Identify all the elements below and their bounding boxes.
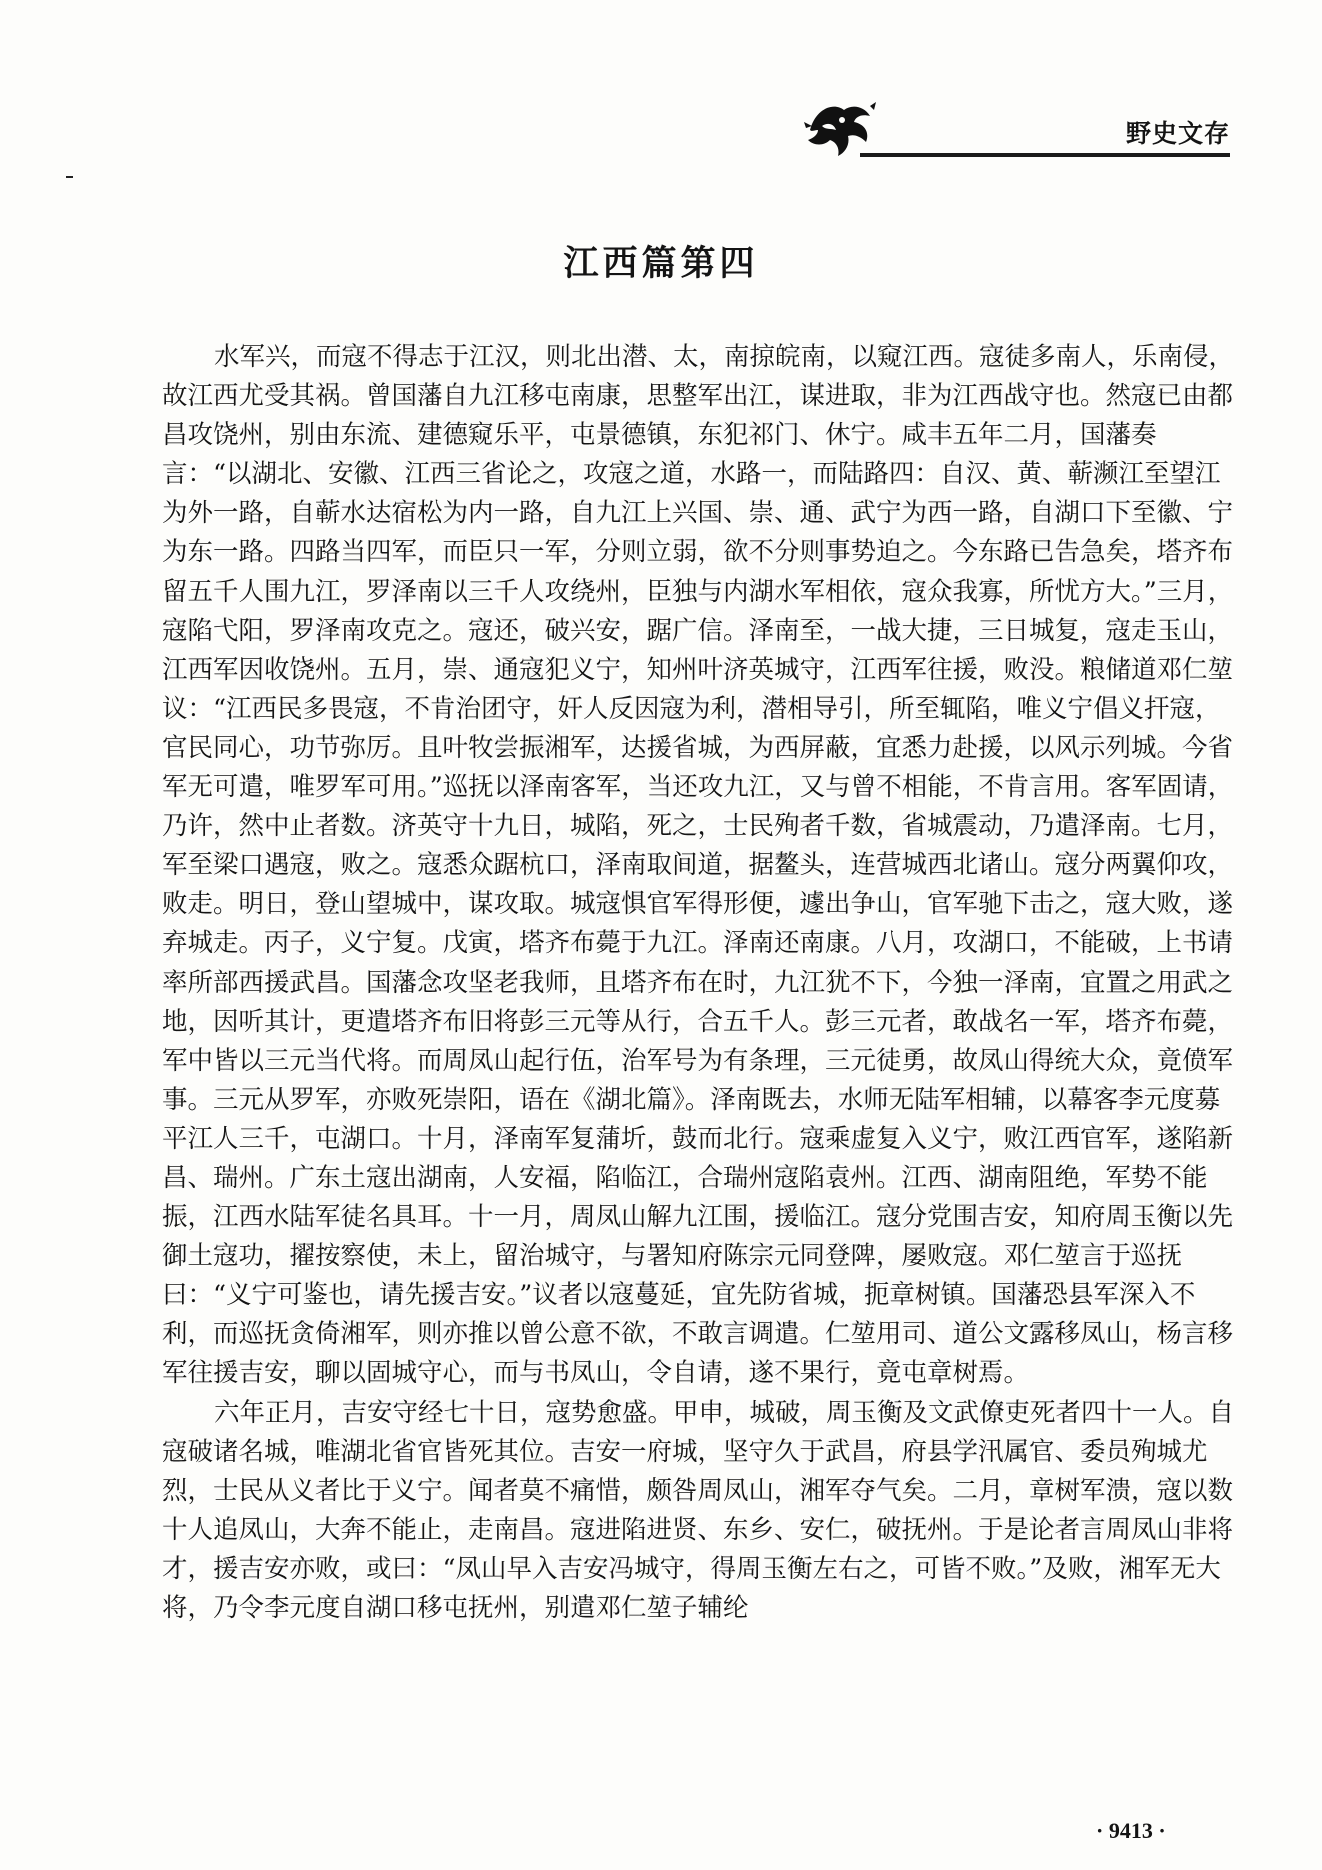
page-title: 江西篇第四 [563, 244, 759, 284]
running-header [800, 100, 1230, 160]
stray-mark [66, 176, 73, 178]
paragraph-text: 水军兴，而寇不得志于江汉，则北出潜、太，南掠皖南，以窥江西。寇徒多南人，乐南侵，故江西尤受其祸。曾国藩自九江移屯南康，思整军出江，谋进取，非为江西战守也。然寇已由都昌攻饶州，别由东流、建德窥乐平，屯景德镇，东犯祁门、休宁。咸丰五年二月，国藩奏言：“以湖北、安徽、江西三省论之，攻寇之道，水路一，而陆路四：自汉、黄、蕲濒江至望江为外一路，自蕲水达宿松为内一路，自九江上兴国、崇、通、武宁为西一路，自湖口下至徽、宁为东一路。四路当四军，而臣只一军，分则立弱，欲不分则事势迫之。今东路已告急矣，塔齐布留五千人围九江，罗泽南以三千人攻绕州，臣独与内湖水军相依，寇众我寡，所忧方大。”三月，寇陷弋阳，罗泽南攻克之。寇还，破兴安，踞广信。泽南至，一战大捷，三日城复，寇走玉山，江西军因收饶州。五月，崇、通寇犯义宁，知州叶济英城守，江西军往援，败没。粮储道邓仁堃议：“江西民多畏寇，不肯治团守，奸人反因寇为利，潜相导引，所至辄陷，唯义宁倡义扞寇，官民同心，功节弥厉。且叶牧尝振湘军，达援省城，为西屏蔽，宜悉力赴援，以风示列城。今省军无可遣，唯罗军可用。”巡抚以泽南客军，当还攻九江，又与曾不相能，不肯言用。客军固请，乃许，然中止者数。济英守十九日，城陷，死之，士民殉者千数，省城震动，乃遣泽南。七月，军至梁口遇寇，败之。寇悉众踞杭口，泽南取间道，据鳌头，连营城西北诸山。寇分两翼仰攻，败走。明日，登山望城中，谋攻取。城寇惧官军得形便，遽出争山，官军驰下击之，寇大败，遂弃城走。丙子，义宁复。戊寅，塔齐布薨于九江。泽南还南康。八月，攻湖口，不能破，上书请率所部西援武昌。国藩念攻坚老我师，且塔齐布在时，九江犹不下，今独一泽南，宜置之用武之地，因听其计，更遣塔齐布旧将彭三元等从行，合五千人。彭三元者，敢战名一军，塔齐布薨，军中皆以三元当代将。而周凤山起行伍，治军号为有条理，三元徒勇，故凤山得统大众，竟偾军事。三元从罗军，亦败死崇阳，语在《湖北篇》。泽南既去，水师无陆军相辅，以幕客李元度募平江人三千，屯湖口。十月，泽南军复蒲圻，鼓而北行。寇乘虚复入义宁，败江西官军，遂陷新昌、瑞州。广东土寇出湖南，人安福，陷临江，合瑞州寇陷袁州。江西、湖南阻绝，军势不能振，江西水陆军徒名具耳。十一月，周凤山解九江围，援临江。寇分党围吉安，知府周玉衡以先御土寇功，擢按察使，未上，留治城守，与署知府陈宗元同登陴，屡败寇。邓仁堃言于巡抚曰：“义宁可鉴也，请先援吉安。”议者以寇蔓延，宜先防省城，扼章树镇。国藩恐县军深入不利，而巡抚贪倚湘军，则亦推以曾公意不欲，不敢言调遣。仁堃用司、道公文露移凤山，杨言移军往援吉安，聊以固城守心，而与书凤山，令自请，遂不果行，竟屯章树焉。 [162, 342, 1235, 1389]
body-text [162, 338, 1235, 1628]
page-number: · 9413 · [1096, 1818, 1166, 1843]
dragon-emblem-icon [800, 100, 880, 160]
paragraph-text: 六年正月，吉安守经七十日，寇势愈盛。甲申，城破，周玉衡及文武僚吏死者四十一人。自寇破诸名城，唯湖北省官皆死其位。吉安一府城，坚守久于武昌，府县学汛属官、委员殉城尤烈，士民从义者比于义宁。闻者莫不痛惜，颇咎周凤山，湘军夺气矣。二月，章树军溃，寇以数十人追凤山，大奔不能止，走南昌。寇进陷进贤、东乡、安仁，破抚州。于是论者言周凤山非将才，援吉安亦败，或曰：“凤山早入吉安冯城守，得周玉衡左右之，可皆不败。”及败，湘军无大将，乃令李元度自湖口移屯抚州，别遣邓仁堃子辅纶 [162, 1397, 1235, 1623]
header-rule [860, 153, 1230, 157]
paragraph [162, 338, 1235, 1394]
header-title: 野史文存 [1125, 119, 1230, 148]
paragraph [162, 1394, 1235, 1629]
